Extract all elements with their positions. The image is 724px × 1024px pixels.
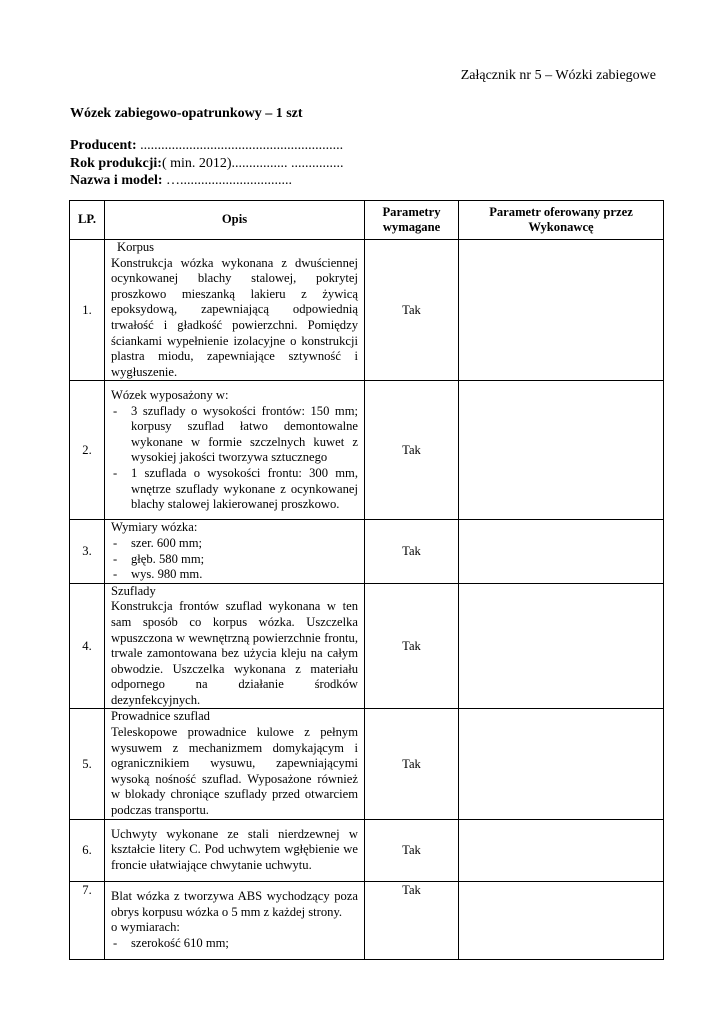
row-text: Konstrukcja wózka wykonana z dwuściennej ocynkowanej blachy stalowej, pokrytej proszkowo mieszanką lakieru z żywicą epoksydową, zapewniającą odpowiednią trwałość i gładkość powierzchni. Pomiędzy ściankami wypełnienie izolacyjne o konstrukcji plastra miodu, zapewniające sztywność i wygłuszenie. bbox=[111, 255, 358, 379]
list-item: - szer. 600 mm; bbox=[111, 536, 358, 552]
header-description: Opis bbox=[105, 201, 365, 240]
producer-value: .......................................................... bbox=[136, 138, 344, 153]
model-field bbox=[70, 172, 344, 190]
row-text: Blat wózka z tworzywa ABS wychodzący poza obrys korpusu wózka o 5 mm z każdej strony. bbox=[111, 888, 358, 919]
required-value: Tak bbox=[365, 819, 459, 881]
row-number: 6. bbox=[70, 819, 105, 881]
row-heading: Wózek wyposażony w: bbox=[111, 387, 229, 402]
row-heading: Wymiary wózka: bbox=[111, 520, 198, 535]
row-description bbox=[105, 709, 365, 819]
list-item: - głęb. 580 mm; bbox=[111, 552, 358, 568]
offered-value-cell[interactable] bbox=[459, 709, 664, 819]
required-value: Tak bbox=[365, 709, 459, 819]
row-number: 7. bbox=[70, 881, 105, 959]
offered-value-cell[interactable] bbox=[459, 881, 664, 959]
row-number: 4. bbox=[70, 583, 105, 709]
row-description bbox=[105, 381, 365, 520]
annex-label: Załącznik nr 5 – Wózki zabiegowe bbox=[460, 68, 656, 83]
row-description bbox=[105, 583, 365, 709]
row-text: Konstrukcja frontów szuflad wykonana w ten sam sposób co korpus wózka. Uszczelka wpuszczona w wewnętrzną powierzchnie frontu, trwale zamontowana bez użycia kleju na całym obwodzie. Uszczelka wykonana z materiału odpornego na działanie środków dezynfekcyjnych. bbox=[111, 599, 358, 707]
header-offered: Parametr oferowany przez Wykonawcę bbox=[459, 201, 664, 240]
row-list bbox=[111, 404, 358, 513]
year-value: ( min. 2012)................ ............... bbox=[161, 155, 344, 171]
list-item: - wys. 980 mm. bbox=[111, 567, 358, 583]
producer-label: Producent: bbox=[70, 138, 137, 153]
row-heading: Prowadnice szuflad bbox=[111, 709, 210, 724]
required-value: Tak bbox=[365, 520, 459, 583]
row-list bbox=[111, 536, 358, 583]
model-label: Nazwa i model: bbox=[70, 173, 163, 188]
producer-field bbox=[70, 137, 344, 155]
offered-value-cell[interactable] bbox=[459, 240, 664, 381]
offered-value-cell[interactable] bbox=[459, 520, 664, 583]
offered-value-cell[interactable] bbox=[459, 819, 664, 881]
row-subtext: o wymiarach: bbox=[111, 920, 180, 935]
table-row bbox=[70, 240, 664, 381]
row-number: 2. bbox=[70, 381, 105, 520]
table-row bbox=[70, 583, 664, 709]
row-number: 3. bbox=[70, 520, 105, 583]
table-row bbox=[70, 709, 664, 819]
row-description bbox=[105, 819, 365, 881]
table-header-row bbox=[70, 201, 664, 240]
header-required: Parametry wymagane bbox=[365, 201, 459, 240]
year-field bbox=[70, 155, 344, 173]
header-lp: LP. bbox=[70, 201, 105, 240]
product-fields bbox=[70, 137, 344, 190]
list-item: - 3 szuflady o wysokości frontów: 150 mm; korpusy szuflad łatwo demontowalne wykonane w formie szczelnych kuwet z wysokiej jakości tworzywa sztucznego bbox=[111, 404, 358, 466]
row-number: 5. bbox=[70, 709, 105, 819]
row-text: Uchwyty wykonane ze stali nierdzewnej w kształcie litery C. Pod uchwytem wgłębienie we froncie ułatwiające chwytanie uchwytu. bbox=[111, 826, 358, 872]
offered-value-cell[interactable] bbox=[459, 583, 664, 709]
required-value: Tak bbox=[365, 381, 459, 520]
list-item: - szerokość 610 mm; bbox=[111, 936, 358, 952]
row-heading: Szuflady bbox=[111, 583, 156, 598]
required-value: Tak bbox=[365, 881, 459, 959]
table-row bbox=[70, 381, 664, 520]
row-number: 1. bbox=[70, 240, 105, 381]
model-value: …................................ bbox=[162, 173, 293, 188]
row-list bbox=[111, 936, 358, 952]
table-row bbox=[70, 881, 664, 959]
row-heading: Korpus bbox=[117, 240, 155, 254]
required-value: Tak bbox=[365, 583, 459, 709]
specification-table bbox=[69, 200, 664, 960]
table-row bbox=[70, 819, 664, 881]
document-title: Wózek zabiegowo-opatrunkowy – 1 szt bbox=[70, 106, 303, 121]
table-row bbox=[70, 520, 664, 583]
list-item: - 1 szuflada o wysokości frontu: 300 mm, wnętrze szuflady wykonane z ocynkowanej blachy stalowej lakierowanej proszkowo. bbox=[111, 466, 358, 513]
offered-value-cell[interactable] bbox=[459, 381, 664, 520]
required-value: Tak bbox=[365, 240, 459, 381]
row-description bbox=[105, 881, 365, 959]
row-description bbox=[105, 520, 365, 583]
row-description bbox=[105, 240, 365, 381]
year-label: Rok produkcji: bbox=[70, 155, 162, 171]
row-text: Teleskopowe prowadnice kulowe z pełnym wysuwem z mechanizmem domykającym i ogranicznikiem wysuwu, zapewniającymi wysoką nośność szuflad. Wyposażone również w blokady chroniące szuflady przed otwarciem podczas transportu. bbox=[111, 725, 358, 818]
